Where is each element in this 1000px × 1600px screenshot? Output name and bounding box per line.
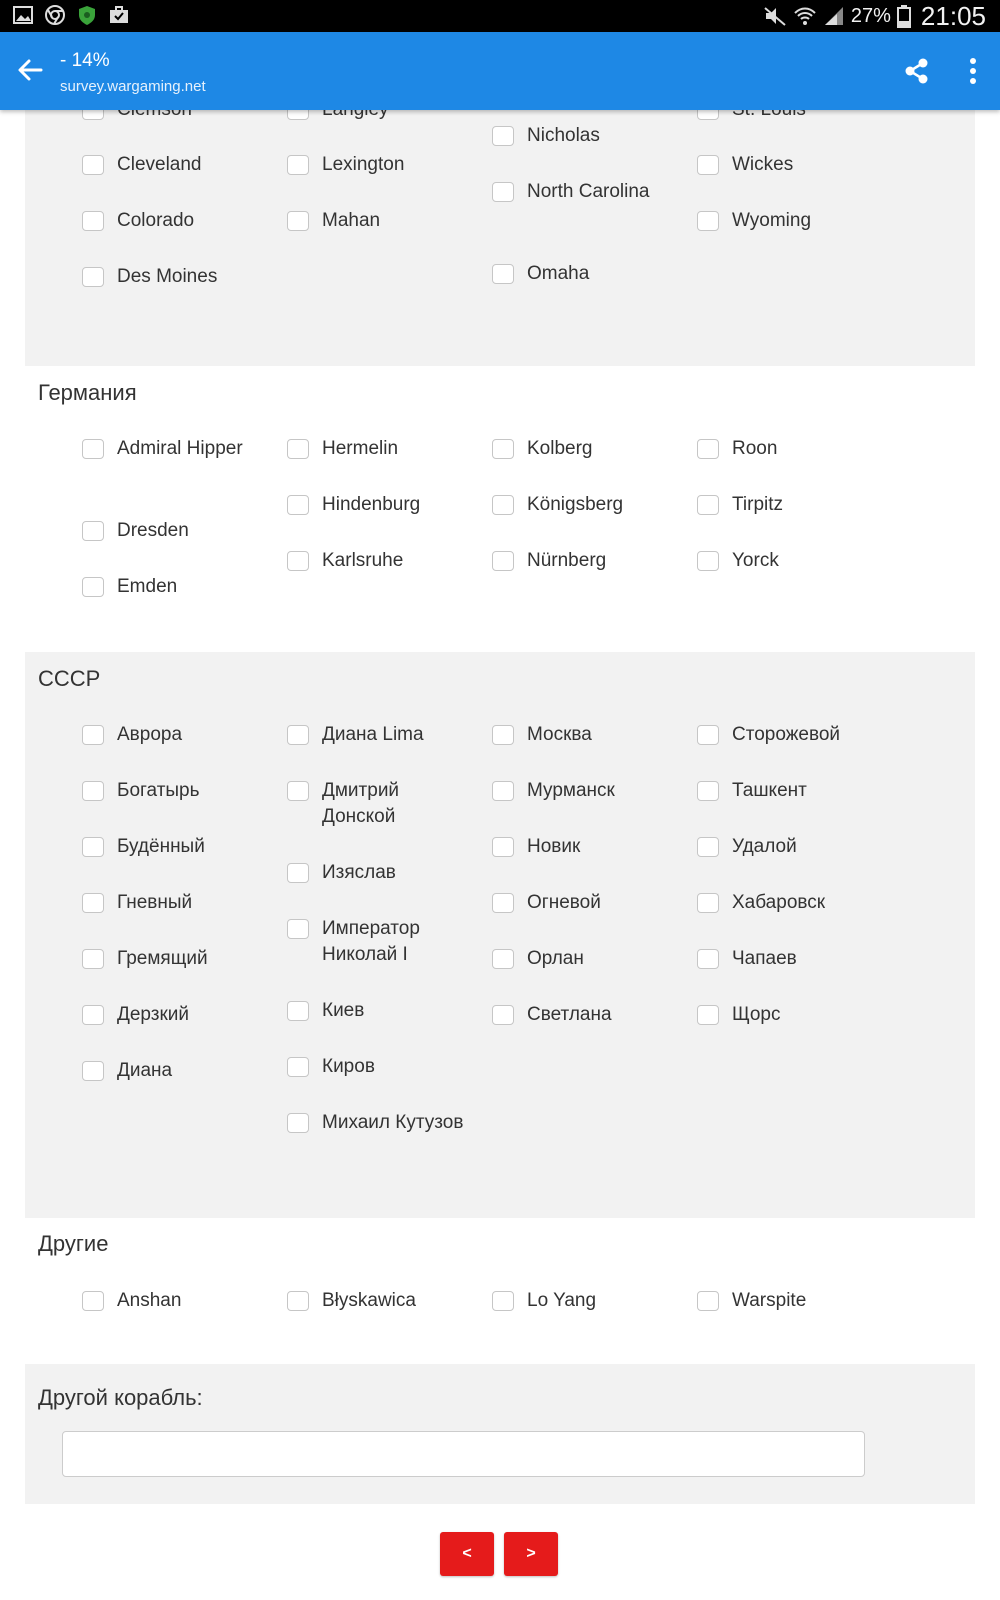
option-label: North Carolina (527, 181, 650, 202)
back-button[interactable] (14, 52, 46, 88)
option-label: Удалой (732, 836, 797, 857)
checkbox[interactable] (492, 893, 514, 913)
option-label: Хабаровск (732, 892, 826, 913)
ship-option[interactable] (697, 493, 877, 518)
checkbox[interactable] (82, 521, 104, 541)
share-icon (902, 56, 932, 86)
option-label: Wyoming (732, 210, 812, 231)
ship-option[interactable] (492, 723, 672, 748)
checkbox[interactable] (82, 781, 104, 801)
ship-option[interactable] (82, 1059, 262, 1084)
ship-option[interactable] (287, 917, 467, 968)
ship-option[interactable] (697, 779, 877, 804)
checkbox[interactable] (697, 781, 719, 801)
option-label: Cleveland (117, 154, 202, 175)
section-germany (25, 366, 975, 652)
ship-option[interactable] (697, 437, 877, 462)
option-label: Des Moines (117, 266, 218, 287)
option-label: Hermelin (322, 438, 399, 459)
option-label: Киев (322, 1000, 365, 1021)
battery-percent: 27% (850, 4, 891, 27)
section-title-germany: Германия (38, 380, 137, 405)
ship-option[interactable] (697, 1003, 877, 1028)
option-label: Светлана (527, 1004, 612, 1025)
option-label: Warspite (732, 1290, 807, 1311)
checkbox[interactable] (82, 211, 104, 231)
ship-option[interactable] (287, 723, 467, 748)
checkbox[interactable] (287, 1113, 309, 1133)
checkbox[interactable] (492, 551, 514, 571)
checkbox[interactable] (287, 863, 309, 883)
signal-icon (823, 5, 845, 27)
ship-option[interactable] (82, 265, 262, 290)
section-other-ship (25, 1364, 975, 1504)
ship-option[interactable] (82, 947, 262, 972)
ship-option[interactable] (82, 209, 262, 234)
ship-option[interactable] (492, 891, 672, 916)
section-others (25, 1218, 975, 1364)
checkbox[interactable] (697, 949, 719, 969)
checkbox[interactable] (82, 1061, 104, 1081)
option-label: Yorck (732, 550, 779, 571)
checkbox[interactable] (82, 155, 104, 175)
option-label: Admiral Hipper (117, 438, 243, 459)
section-title-ussr: СССР (38, 666, 101, 691)
ship-option[interactable] (697, 209, 877, 234)
ship-option[interactable] (697, 723, 877, 748)
ship-option[interactable] (492, 947, 672, 972)
option-label: Błyskawica (322, 1290, 416, 1311)
ship-option[interactable] (492, 1003, 672, 1028)
notification-icons (12, 4, 130, 26)
checkbox[interactable] (492, 725, 514, 745)
checkbox[interactable] (82, 1291, 104, 1311)
image-icon (12, 4, 34, 26)
ship-option[interactable] (82, 779, 262, 804)
ship-option[interactable] (82, 575, 262, 600)
checkbox[interactable] (492, 781, 514, 801)
option-label: Гневный (117, 892, 193, 913)
ship-option[interactable] (82, 891, 262, 916)
option-label: Диана Lima (322, 724, 424, 745)
clock: 21:05 (920, 0, 986, 31)
checkbox[interactable] (492, 1005, 514, 1025)
option-label: Дерзкий (117, 1004, 190, 1025)
option-label: Emden (117, 576, 178, 597)
checkbox[interactable] (697, 1291, 719, 1311)
checkbox[interactable] (287, 155, 309, 175)
ship-option[interactable] (82, 1289, 262, 1314)
section-usa (25, 110, 975, 366)
checkbox[interactable] (697, 439, 719, 459)
option-label: Lo Yang (527, 1290, 597, 1311)
ship-option[interactable] (492, 124, 672, 149)
ship-option[interactable] (82, 153, 262, 178)
ship-option[interactable] (492, 493, 672, 518)
ship-option[interactable] (697, 549, 877, 574)
system-icons (763, 0, 986, 32)
checkbox[interactable] (287, 725, 309, 745)
ship-option[interactable] (287, 153, 467, 178)
ship-option[interactable] (697, 153, 877, 178)
option-label: Mahan (322, 210, 381, 231)
ship-option[interactable] (492, 180, 672, 205)
ship-option[interactable] (287, 779, 467, 830)
option-label: Wickes (732, 154, 794, 175)
ship-option[interactable] (492, 1289, 672, 1314)
option-label: Colorado (117, 210, 195, 231)
ship-option[interactable] (492, 835, 672, 860)
option-label: Roon (732, 438, 778, 459)
app-bar (0, 32, 1000, 110)
ship-option[interactable] (287, 861, 467, 886)
checkbox[interactable] (492, 182, 514, 202)
option-label: Lexington (322, 154, 405, 175)
ship-option[interactable] (287, 1289, 467, 1314)
option-label: Диана (117, 1060, 173, 1081)
checkbox[interactable] (492, 837, 514, 857)
option-label: Изяслав (322, 862, 396, 883)
option-label: Königsberg (527, 494, 624, 515)
option-label: Hindenburg (322, 494, 421, 515)
option-label: Орлан (527, 948, 584, 969)
checkbox[interactable] (492, 495, 514, 515)
ship-option[interactable] (287, 1055, 467, 1080)
ship-option[interactable] (492, 262, 672, 287)
checkbox[interactable] (82, 949, 104, 969)
option-label: Omaha (527, 263, 590, 284)
checkbox[interactable] (697, 893, 719, 913)
option-label: Nicholas (527, 125, 600, 146)
option-label: Чапаев (732, 948, 797, 969)
option-label: Мурманск (527, 780, 615, 801)
checkbox[interactable] (82, 893, 104, 913)
ship-option[interactable] (82, 723, 262, 748)
ship-option[interactable] (492, 437, 672, 462)
share-button[interactable] (902, 56, 932, 86)
ship-option[interactable] (697, 891, 877, 916)
checkbox[interactable] (492, 264, 514, 284)
option-label: Дмитрий Донской (322, 780, 400, 827)
ship-option[interactable] (492, 779, 672, 804)
option-label: Аврора (117, 724, 183, 745)
option-label: Karlsruhe (322, 550, 404, 571)
ship-option[interactable] (287, 209, 467, 234)
checkbox[interactable] (82, 1005, 104, 1025)
option-label: Ташкент (732, 780, 807, 801)
checkbox[interactable] (492, 439, 514, 459)
page-url: survey.wargaming.net (60, 78, 206, 95)
checkbox[interactable] (697, 155, 719, 175)
checkbox[interactable] (82, 837, 104, 857)
ship-option[interactable] (287, 549, 467, 574)
checkbox[interactable] (697, 837, 719, 857)
option-label: Tirpitz (732, 494, 784, 515)
section-ussr (25, 652, 975, 1218)
ship-option[interactable] (82, 519, 262, 544)
ship-option[interactable] (287, 999, 467, 1024)
next-page-button[interactable]: > (504, 1532, 558, 1576)
option-label: Гремящий (117, 948, 208, 969)
mute-icon (763, 5, 787, 27)
ship-option[interactable] (287, 493, 467, 518)
option-label: Москва (527, 724, 592, 745)
other-ship-label: Другой корабль: (38, 1385, 203, 1410)
ship-option[interactable] (82, 835, 262, 860)
arrow-back-icon (17, 58, 43, 82)
checkbox[interactable] (82, 577, 104, 597)
ship-option[interactable] (697, 835, 877, 860)
option-label: Будённый (117, 836, 205, 857)
checkbox[interactable] (287, 495, 309, 515)
ship-option[interactable] (492, 549, 672, 574)
wifi-icon (793, 5, 817, 27)
checkbox[interactable] (697, 1005, 719, 1025)
ship-option[interactable] (697, 947, 877, 972)
chrome-icon (44, 4, 66, 26)
prev-page-button[interactable]: < (440, 1532, 494, 1576)
option-label: Император Николай I (322, 918, 420, 965)
option-label: Богатырь (117, 780, 200, 801)
checkbox[interactable] (697, 495, 719, 515)
option-label: Anshan (117, 1290, 182, 1311)
checkbox[interactable] (492, 949, 514, 969)
option-label: Nürnberg (527, 550, 607, 571)
checkbox[interactable] (697, 551, 719, 571)
checkbox[interactable] (287, 1057, 309, 1077)
option-label: Киров (322, 1056, 375, 1077)
briefcase-icon (108, 4, 130, 26)
more-options-button[interactable] (960, 54, 986, 88)
checkbox[interactable] (82, 267, 104, 287)
ship-option[interactable] (697, 1289, 877, 1314)
checkbox[interactable] (287, 551, 309, 571)
checkbox[interactable] (697, 725, 719, 745)
other-ship-input[interactable] (62, 1431, 865, 1477)
checkbox[interactable] (492, 1291, 514, 1311)
checkbox[interactable] (287, 211, 309, 231)
checkbox[interactable] (287, 919, 309, 939)
ship-option[interactable] (287, 437, 467, 462)
option-label: Kolberg (527, 438, 593, 459)
ship-option[interactable] (287, 1111, 467, 1136)
option-label: Сторожевой (732, 724, 841, 745)
ship-option[interactable] (82, 437, 262, 462)
more-vert-icon (969, 57, 977, 85)
page-title: - 14% (60, 50, 110, 71)
battery-icon (897, 4, 911, 28)
option-label: Михаил Кутузов (322, 1112, 464, 1133)
option-label: Огневой (527, 892, 601, 913)
shield-icon (76, 4, 98, 26)
ship-option[interactable] (82, 1003, 262, 1028)
option-label: Щорс (732, 1004, 781, 1025)
checkbox[interactable] (287, 439, 309, 459)
status-bar (0, 0, 1000, 32)
checkbox[interactable] (492, 126, 514, 146)
checkbox[interactable] (287, 1291, 309, 1311)
option-label: Dresden (117, 520, 189, 541)
checkbox[interactable] (697, 211, 719, 231)
section-title-others: Другие (38, 1231, 109, 1256)
option-label: Новик (527, 836, 581, 857)
checkbox[interactable] (82, 439, 104, 459)
checkbox[interactable] (287, 781, 309, 801)
checkbox[interactable] (82, 725, 104, 745)
checkbox[interactable] (287, 1001, 309, 1021)
